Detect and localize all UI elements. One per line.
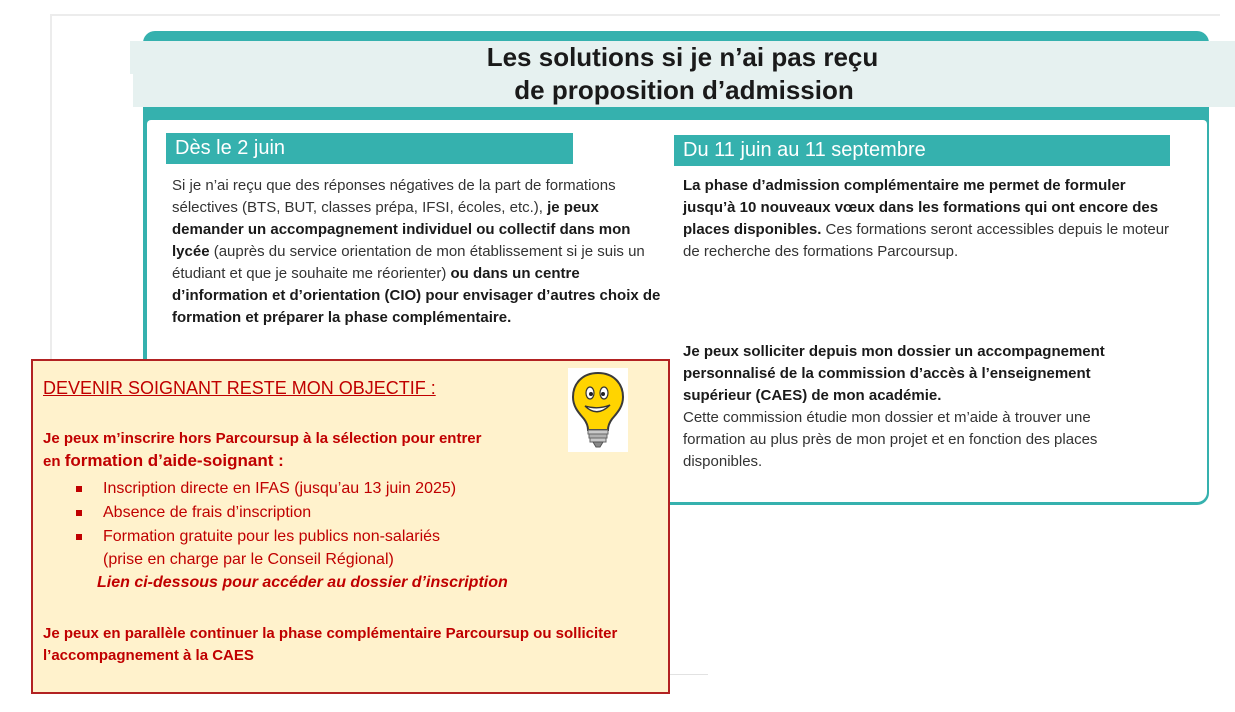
list-item: Absence de frais d’inscription: [73, 501, 456, 525]
right-section-text-1: La phase d’admission complémentaire me permet de formuler jusqu’à 10 nouveaux vœux dans les formations qui ont encore des places disponibles. Ces formations seront accessibles depuis le moteur de recherche des formations Parcoursup.: [683, 177, 1170, 260]
caregiver-notice-box: [31, 359, 670, 694]
registration-link-note[interactable]: Lien ci-dessous pour accéder au dossier d’inscription: [97, 574, 508, 591]
bullet-note: (prise en charge par le Conseil Régional): [103, 551, 394, 568]
list-item: Formation gratuite pour les publics non-salariés: [73, 525, 456, 549]
bullet-square-icon: [76, 486, 82, 492]
bullet-square-icon: [76, 534, 82, 540]
notice-bullet-list: [73, 477, 456, 549]
left-section-heading: Dès le 2 juin: [166, 133, 573, 164]
card-title-line2: de proposition d’admission: [508, 75, 859, 105]
right-section-text-2: Je peux solliciter depuis mon dossier un accompagnement personnalisé de la commission d’accès à l’enseignement supérieur (CAES) de mon académie. Cette commission étudie mon dossier et m’aide à trouver une formation au plus près de mon projet et en fonction des places disponibles.: [683, 343, 1105, 470]
right-section-heading: Du 11 juin au 11 septembre: [674, 135, 1170, 166]
notice-paragraph-2: Je peux en parallèle continuer la phase complémentaire Parcoursup ou solliciter l’accompagnement à la CAES: [43, 625, 618, 664]
page-edge-top: [50, 14, 1220, 16]
card-title: [0, 41, 1235, 107]
bullet-square-icon: [76, 510, 82, 516]
lightbulb-smiley-icon: [568, 368, 628, 452]
list-item: Inscription directe en IFAS (jusqu’au 13 juin 2025): [73, 477, 456, 501]
card-title-line1: Les solutions si je n’ai pas reçu: [481, 42, 885, 72]
notice-paragraph-1: Je peux m’inscrire hors Parcoursup à la sélection pour entrer en formation d’aide-soignant :: [43, 430, 482, 470]
left-section-text: Si je n’ai reçu que des réponses négatives de la part de formations sélectives (BTS, BUT, classes prépa, IFSI, écoles, etc.), je peux demander un accompagnement individuel ou collectif dans mon lycée (auprès du service orientation de mon établissement si je suis un étudiant et que je souhaite me réorienter) ou dans un centre d’information et d’orientation (CIO) pour envisager d’autres choix de formation et préparer la phase complémentaire.: [172, 177, 661, 326]
notice-title: DEVENIR SOIGNANT RESTE MON OBJECTIF :: [43, 378, 436, 398]
